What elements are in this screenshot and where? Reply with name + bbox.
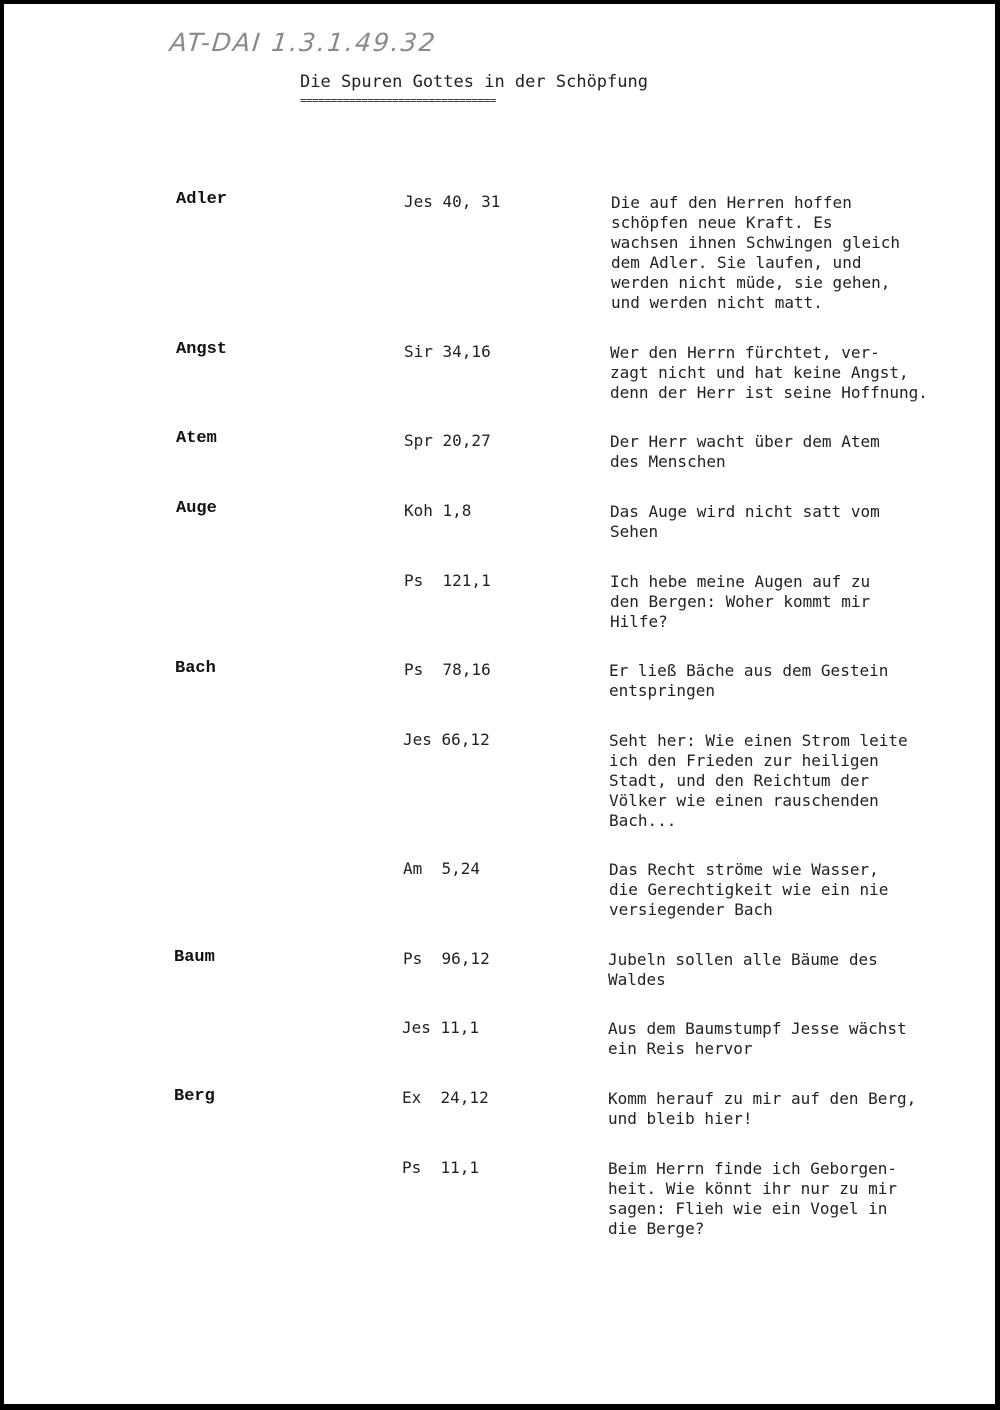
entry-quote: Komm herauf zu mir auf den Berg, und bleib hier! xyxy=(608,1089,917,1128)
entry-reference: Spr 20,27 xyxy=(404,431,491,450)
entry-reference: Ps 78,16 xyxy=(404,660,491,679)
entry-reference: Koh 1,8 xyxy=(404,501,472,520)
entry-quote: Die auf den Herren hoffen schöpfen neue Kraft. Es wachsen ihnen Schwingen gleich dem Adler. Sie laufen, und werden nicht müde, sie gehen, und werden nicht matt. xyxy=(611,193,900,312)
entry-keyword: Bach xyxy=(175,659,216,678)
entry-quote: Ich hebe meine Augen auf zu den Bergen: Woher kommt mir Hilfe? xyxy=(610,572,871,631)
entry-quote: Er ließ Bäche aus dem Gestein entspringen xyxy=(609,661,889,700)
title-underline: ================================ xyxy=(300,94,496,107)
entry-reference: Ps 11,1 xyxy=(402,1158,480,1177)
entry-reference: Jes 66,12 xyxy=(403,730,490,749)
archive-code-handwritten: AT-DAI 1.3.1.49.32 xyxy=(168,28,439,57)
entry-reference: Ps 121,1 xyxy=(404,571,491,590)
document-title: Die Spuren Gottes in der Schöpfung xyxy=(300,72,648,92)
entry-keyword: Berg xyxy=(174,1087,215,1106)
entry-keyword: Angst xyxy=(176,340,228,359)
entry-reference: Am 5,24 xyxy=(403,859,481,878)
entry-reference: Jes 40, 31 xyxy=(404,192,501,211)
entry-reference: Ex 24,12 xyxy=(402,1088,489,1107)
entry-reference: Ps 96,12 xyxy=(403,949,490,968)
entry-quote: Aus dem Baumstumpf Jesse wächst ein Reis hervor xyxy=(608,1019,907,1058)
entry-quote: Beim Herrn finde ich Geborgen- heit. Wie könnt ihr nur zu mir sagen: Flieh wie ein Vogel in die Berge? xyxy=(608,1159,897,1238)
entry-keyword: Baum xyxy=(174,948,215,967)
entry-quote: Seht her: Wie einen Strom leite ich den Frieden zur heiligen Stadt, und den Reichtum der Völker wie einen rauschenden Bach... xyxy=(609,731,908,830)
entry-reference: Sir 34,16 xyxy=(404,342,491,361)
entry-quote: Wer den Herrn fürchtet, ver- zagt nicht und hat keine Angst, denn der Herr ist seine Hoffnung. xyxy=(610,343,928,402)
entry-keyword: Adler xyxy=(176,190,228,209)
entry-keyword: Atem xyxy=(176,429,217,448)
entry-quote: Der Herr wacht über dem Atem des Menschen xyxy=(610,432,880,471)
document-page xyxy=(4,4,995,1404)
entry-quote: Das Auge wird nicht satt vom Sehen xyxy=(610,502,880,541)
entry-keyword: Auge xyxy=(176,499,217,518)
entry-quote: Jubeln sollen alle Bäume des Waldes xyxy=(608,950,878,989)
entry-quote: Das Recht ströme wie Wasser, die Gerechtigkeit wie ein nie versiegender Bach xyxy=(609,860,889,919)
entry-reference: Jes 11,1 xyxy=(402,1018,480,1037)
